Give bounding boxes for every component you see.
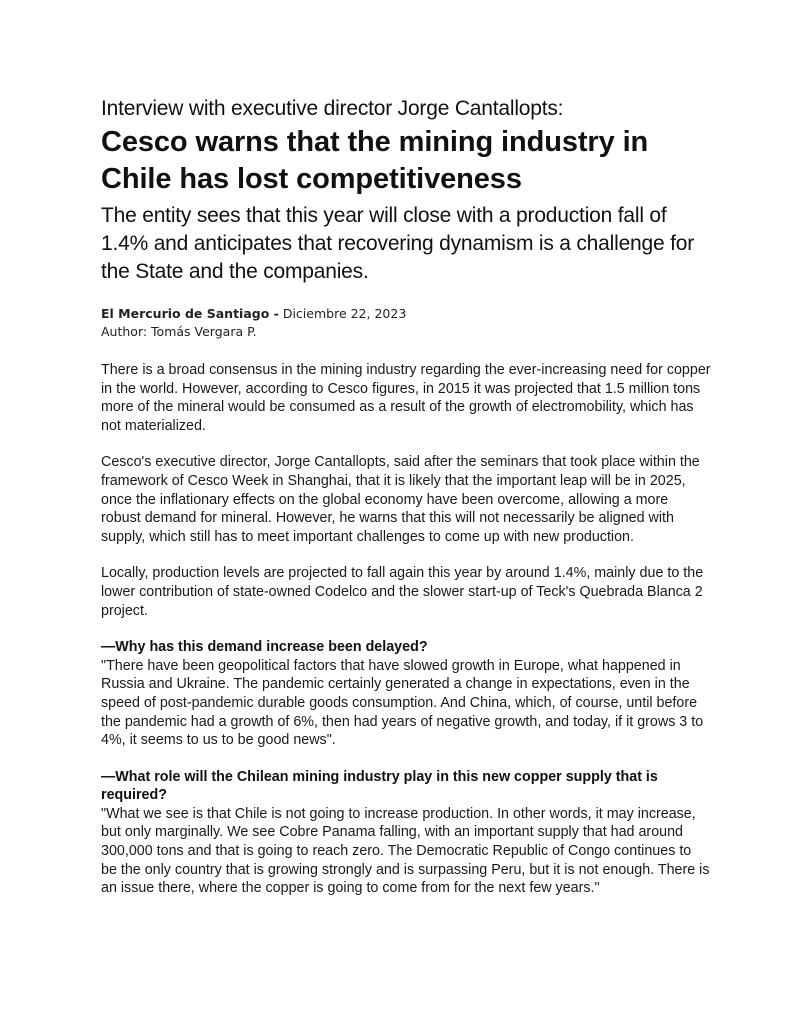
article-paragraph-1: There is a broad consensus in the mining industry regarding the ever-increasing need for copper in the world. However, according to Cesco figures, in 2015 it was projected that 1.5 million tons more of the mineral would be consumed as a result of the growth of electromobility, which has not materialized. — [101, 362, 711, 434]
article-paragraph-3: Locally, production levels are projected to fall again this year by around 1.4%, mainly due to the lower contribution of state-owned Codelco and the slower start-up of Teck's Quebrada Blanca 2 project. — [101, 565, 704, 619]
article-headline: Cesco warns that the mining industry in Chile has lost competitiveness — [101, 126, 649, 195]
article-date: Diciembre 22, 2023 — [282, 306, 407, 321]
article-meta — [101, 305, 711, 341]
interview-answer-1: "There have been geopolitical factors that have slowed growth in Europe, what happened in Russia and Ukraine. The pandemic certainly generated a change in expectations, even in the speed of post-pandemic durable goods consumption. And China, which, of course, until before the pandemic had a growth of 6%, then had years of negative growth, and today, if it grows 3 to 4%, it seems to us to be good news". — [101, 657, 704, 749]
interview-answer-2: "What we see is that Chile is not going to increase production. In other words, it may increase, but only marginally. We see Cobre Panama falling, with an important supply that had around 300,000 tons and that is going to reach zero. The Democratic Republic of Congo continues to be the only country that is growing strongly and is surpassing Peru, but it is not enough. There is an issue there, where the copper is going to come from for the next few years." — [101, 805, 710, 897]
interview-question-2: —What role will the Chilean mining industry play in this new copper supply that is required? — [101, 768, 658, 804]
interview-question-1: —Why has this demand increase been delayed? — [101, 639, 428, 656]
article-paragraph-2: Cesco's executive director, Jorge Cantallopts, said after the seminars that took place within the framework of Cesco Week in Shanghai, that it is likely that the important leap will be in 2025, once the inflationary effects on the global economy have been overcome, allowing a more robust demand for mineral. However, he warns that this will not necessarily be aligned with supply, which still has to meet important challenges to come up with new production. — [101, 454, 700, 545]
article — [101, 94, 711, 898]
article-author: Author: Tomás Vergara P. — [101, 324, 257, 339]
article-source: El Mercurio de Santiago - — [101, 306, 279, 321]
article-kicker: Interview with executive director Jorge Cantallopts: — [101, 97, 564, 120]
byline-source-line — [101, 305, 711, 323]
article-subhead: The entity sees that this year will close with a production fall of 1.4% and anticipates that recovering dynamism is a challenge for the State and the companies. — [101, 204, 695, 283]
